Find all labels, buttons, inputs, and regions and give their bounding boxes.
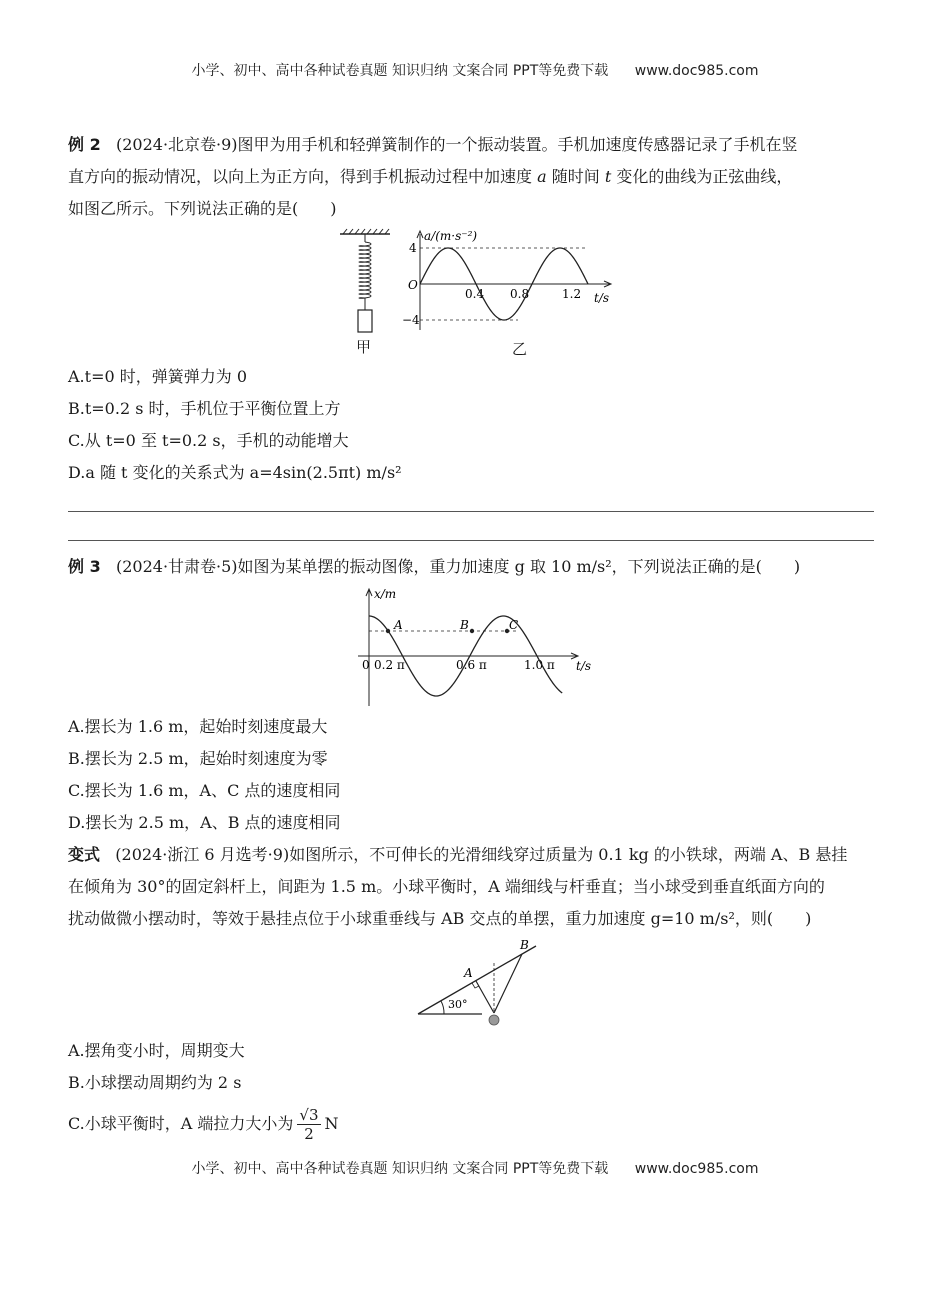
x-axis-label: t/s xyxy=(594,291,610,305)
angle-label: 30° xyxy=(448,998,468,1011)
y-tick-4: 4 xyxy=(409,241,417,255)
angle-arc xyxy=(441,1001,444,1014)
ex2-option-a[interactable]: A.t=0 时，弹簧弹力为 0 xyxy=(68,367,248,386)
fraction-numerator: √3 xyxy=(299,1106,319,1124)
origin-label: O xyxy=(408,278,418,292)
ex2-line1 xyxy=(68,134,874,156)
x-tick-0.4: 0.4 xyxy=(465,287,485,301)
fraction xyxy=(297,1106,320,1143)
header-url[interactable]: www.doc985.com xyxy=(634,63,759,79)
ex3-option-a[interactable]: A.摆长为 1.6 m，起始时刻速度最大 xyxy=(68,717,328,736)
ex3-option-b[interactable]: B.摆长为 2.5 m，起始时刻速度为零 xyxy=(68,749,328,768)
y-axis-label: a/(m·s⁻²) xyxy=(424,229,478,243)
iron-ball xyxy=(489,1015,499,1025)
ex3-option-c[interactable]: C.摆长为 1.6 m，A、C 点的速度相同 xyxy=(68,781,341,800)
variant-option-c-text: C.小球平衡时，A 端拉力大小为 xyxy=(68,1114,294,1133)
ex2-stem-1: 图甲为用手机和轻弹簧制作的一个振动装置。手机加速度传感器记录了手机在竖 xyxy=(237,135,798,154)
incline-figure xyxy=(414,936,544,1031)
point-b-label: B xyxy=(460,618,469,632)
variant-option-b[interactable]: B.小球摆动周期约为 2 s xyxy=(68,1073,242,1092)
footer-url[interactable]: www.doc985.com xyxy=(634,1161,759,1177)
ex2-source: (2024·北京卷·9) xyxy=(115,135,238,154)
ex2-stem-2a: 直方向的振动情况，以向上为正方向，得到手机振动过程中加速度 xyxy=(68,167,533,186)
ex2-var-t: t xyxy=(604,167,612,186)
point-c-label: C xyxy=(509,618,519,632)
point-a-label: A xyxy=(394,618,403,632)
variant-stem-1: 如图所示，不可伸长的光滑细线穿过质量为 0.1 kg 的小铁球，两端 A、B 悬挂 xyxy=(289,845,848,864)
accel-chart xyxy=(398,226,623,336)
pendulum-chart xyxy=(352,584,597,709)
point-a-dot xyxy=(386,629,390,633)
incline-rod xyxy=(418,946,536,1014)
x-tick-0.6pi: 0.6 π xyxy=(456,658,487,672)
x-tick-1.0pi: 1.0 π xyxy=(524,658,555,672)
ex2-option-b[interactable]: B.t=0.2 s 时，手机位于平衡位置上方 xyxy=(68,399,341,418)
variant-option-a[interactable]: A.摆角变小时，周期变大 xyxy=(68,1041,245,1060)
ex3-source: (2024·甘肃卷·5) xyxy=(115,557,238,576)
point-a-label: A xyxy=(464,966,473,980)
ex2-option-d[interactable]: D.a 随 t 变化的关系式为 a=4sin(2.5πt) m/s² xyxy=(68,463,402,482)
y-tick-neg4: −4 xyxy=(402,313,420,327)
ex3-text: 如图为某单摆的振动图像，重力加速度 g 取 10 m/s²，下列说法正确的是( ) xyxy=(237,557,801,576)
ex2-line3: 如图乙所示。下列说法正确的是( ) xyxy=(68,199,337,218)
page-header xyxy=(0,60,950,80)
variant-line2: 在倾角为 30°的固定斜杆上，间距为 1.5 m。小球平衡时，A 端细线与杆垂直；当小球受到垂直纸面方向的 xyxy=(68,877,825,896)
point-b-dot xyxy=(470,629,474,633)
variant-option-c[interactable] xyxy=(68,1104,874,1144)
x-axis-label: t/s xyxy=(576,659,592,673)
x-tick-0: 0 xyxy=(362,658,370,672)
header-text: 小学、初中、高中各种试卷真题 知识归纳 文案合同 PPT等免费下载 xyxy=(191,63,609,79)
y-axis-label: x/m xyxy=(374,587,397,601)
ex2-var-a: a xyxy=(537,167,547,186)
unit-newton: N xyxy=(324,1114,339,1133)
spring-coil xyxy=(359,242,371,298)
ex2-tag: 例 2 xyxy=(68,135,101,154)
variant-line1 xyxy=(68,844,874,866)
ex2-stem-2c: 变化的曲线为正弦曲线， xyxy=(616,167,793,186)
variant-source: (2024·浙江 6 月选考·9) xyxy=(115,845,290,864)
fig-jia-label: 甲 xyxy=(356,338,372,356)
phone-block xyxy=(358,310,372,332)
ex2-line2 xyxy=(68,166,874,188)
ex3-tag: 例 3 xyxy=(68,557,101,576)
variant-line3: 扰动做微小摆动时，等效于悬挂点位于小球重垂线与 AB 交点的单摆，重力加速度 g=10 m/s²，则( ) xyxy=(68,909,812,928)
x-tick-0.2pi: 0.2 π xyxy=(374,658,405,672)
ex3-option-d[interactable]: D.摆长为 2.5 m，A、B 点的速度相同 xyxy=(68,813,341,832)
ex2-option-c[interactable]: C.从 t=0 至 t=0.2 s，手机的动能增大 xyxy=(68,431,349,450)
answer-line-1 xyxy=(68,511,874,512)
page-footer xyxy=(0,1158,950,1178)
answer-line-2 xyxy=(68,540,874,541)
ex2-stem-2b: 随时间 xyxy=(551,167,600,186)
footer-text: 小学、初中、高中各种试卷真题 知识归纳 文案合同 PPT等免费下载 xyxy=(191,1161,609,1177)
x-tick-0.8: 0.8 xyxy=(510,287,530,301)
fraction-denominator: 2 xyxy=(304,1125,314,1143)
point-b-label: B xyxy=(520,938,529,952)
fig-yi-label: 乙 xyxy=(512,340,528,358)
ex3-stem xyxy=(68,556,874,578)
x-tick-1.2: 1.2 xyxy=(562,287,582,301)
variant-tag: 变式 xyxy=(68,845,101,864)
